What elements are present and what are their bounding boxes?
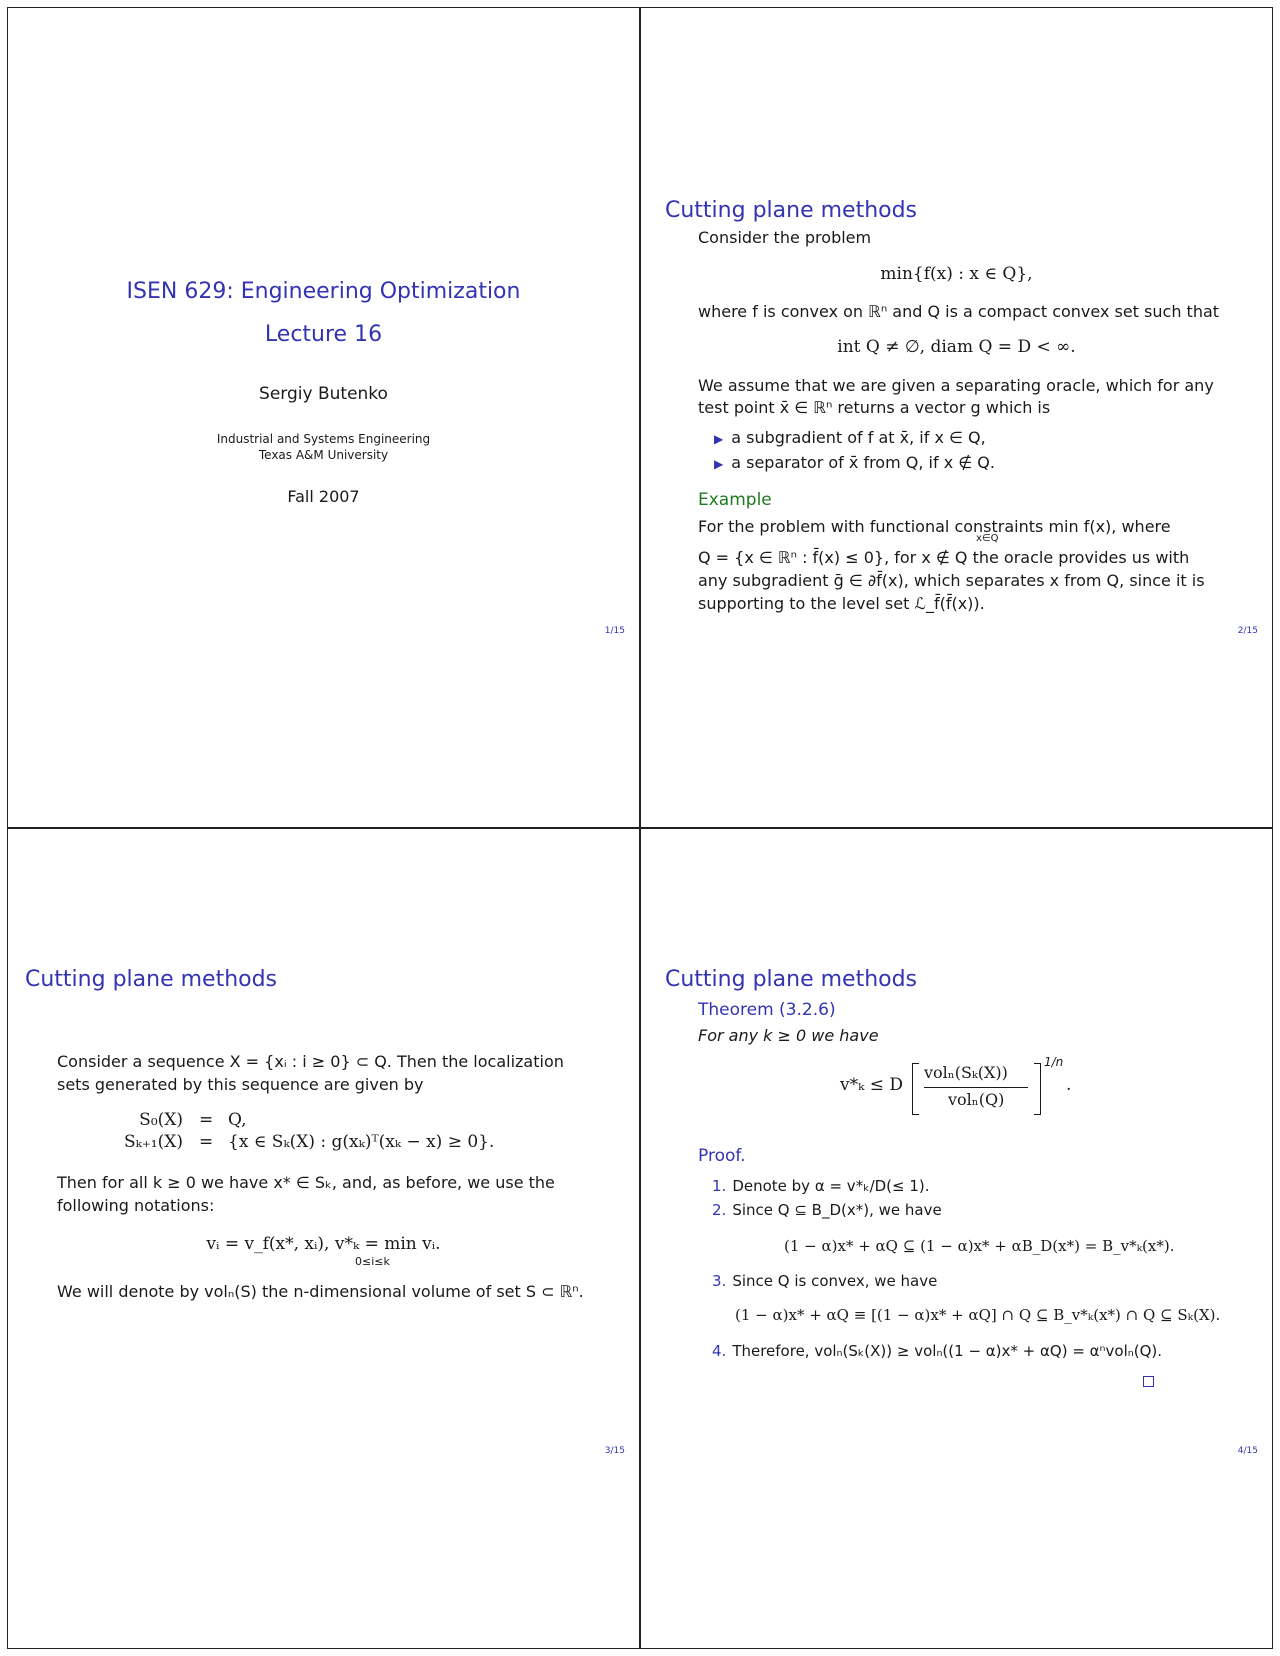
qed-square-icon xyxy=(1143,1376,1154,1387)
example-line: supporting to the level set ℒ_f̄(f̄(x)). xyxy=(698,594,985,613)
sequence-text-line2: sets generated by this sequence are given by xyxy=(57,1075,424,1094)
sequence-text-line1: Consider a sequence X = {xᵢ : i ≥ 0} ⊂ Q. Then the localization xyxy=(57,1052,564,1071)
bullet-item: ▶ a separator of x̄ from Q, if x ∉ Q. xyxy=(714,453,995,472)
step2-equation: (1 − α)x* + αQ ⊆ (1 − α)x* + αB_D(x*) = B_v*ₖ(x*). xyxy=(784,1237,1175,1255)
left-bracket xyxy=(912,1063,919,1115)
author-name: Sergiy Butenko xyxy=(259,384,388,404)
s0-rhs: Q, xyxy=(228,1110,247,1130)
v-equation: vᵢ = v_f(x*, xᵢ), v*ₖ = min vᵢ. xyxy=(206,1234,441,1254)
theorem-formula xyxy=(840,1055,1100,1119)
s0-equals: = xyxy=(199,1110,214,1130)
page-number: 2/15 xyxy=(1237,626,1258,636)
frame-title: Cutting plane methods xyxy=(25,967,278,992)
oracle-text-line1: We assume that we are given a separating oracle, which for any xyxy=(698,376,1214,395)
example-line: Q = {x ∈ ℝⁿ : f̄(x) ≤ 0}, for x ∉ Q the oracle provides us with xyxy=(698,548,1190,567)
theorem-lhs: v*ₖ ≤ D xyxy=(840,1075,903,1095)
problem-equation: min{f(x) : x ∈ Q}, xyxy=(880,264,1033,284)
bullet-triangle-icon: ▶ xyxy=(714,457,724,471)
slide-3 xyxy=(8,829,639,1648)
s1-rhs: {x ∈ Sₖ(X) : g(xₖ)ᵀ(xₖ − x) ≥ 0}. xyxy=(228,1132,495,1152)
example-line: For the problem with functional constraints min f(x), where xyxy=(698,517,1171,536)
lecture-number: Lecture 16 xyxy=(264,322,383,347)
min-subscript: x∈Q xyxy=(976,533,999,544)
affiliation-department: Industrial and Systems Engineering xyxy=(216,432,431,446)
proof-step: 3. Since Q is convex, we have xyxy=(712,1272,938,1290)
page-number: 4/15 xyxy=(1237,1446,1258,1456)
course-title: ISEN 629: Engineering Optimization xyxy=(126,279,521,304)
term: Fall 2007 xyxy=(287,487,360,506)
example-heading: Example xyxy=(698,490,772,510)
theorem-exponent: 1/n xyxy=(1044,1055,1064,1069)
slide-4 xyxy=(641,829,1272,1648)
s0-lhs: S₀(X) xyxy=(139,1110,183,1130)
slide-2 xyxy=(641,8,1272,827)
theorem-heading: Theorem (3.2.6) xyxy=(698,1000,836,1020)
interior-equation: int Q ≠ ∅, diam Q = D < ∞. xyxy=(837,337,1076,357)
theorem-text: For any k ≥ 0 we have xyxy=(698,1026,879,1045)
right-bracket xyxy=(1034,1063,1041,1115)
theorem-numerator: volₙ(Sₖ(X)) xyxy=(924,1063,1008,1082)
s1-lhs: Sₖ₊₁(X) xyxy=(123,1132,183,1152)
affiliation-university: Texas A&M University xyxy=(258,448,389,462)
min-subscript: 0≤i≤k xyxy=(355,1255,390,1268)
proof-heading: Proof. xyxy=(698,1146,746,1166)
convexity-text: where f is convex on ℝⁿ and Q is a compact convex set such that xyxy=(698,302,1220,321)
volume-text: We will denote by volₙ(S) the n-dimensional volume of set S ⊂ ℝⁿ. xyxy=(57,1282,584,1301)
example-line: any subgradient ḡ ∈ ∂f̄(x), which separates x from Q, since it is xyxy=(698,571,1205,590)
page-number: 3/15 xyxy=(604,1446,625,1456)
notation-text-line1: Then for all k ≥ 0 we have x* ∈ Sₖ, and, as before, we use the xyxy=(57,1173,555,1192)
notation-text-line2: following notations: xyxy=(57,1196,215,1215)
slide-1 xyxy=(8,8,639,827)
s1-equals: = xyxy=(199,1132,214,1152)
proof-step: 2. Since Q ⊆ B_D(x*), we have xyxy=(712,1201,942,1219)
bullet-triangle-icon: ▶ xyxy=(714,432,724,446)
frame-title: Cutting plane methods xyxy=(665,967,918,992)
theorem-denominator: volₙ(Q) xyxy=(948,1090,1005,1109)
bullet-item: ▶ a subgradient of f at x̄, if x ∈ Q, xyxy=(714,428,986,447)
intro-text: Consider the problem xyxy=(698,228,872,247)
proof-step: 4. Therefore, volₙ(Sₖ(X)) ≥ volₙ((1 − α)x* + αQ) = αⁿvolₙ(Q). xyxy=(712,1342,1162,1360)
frame-title: Cutting plane methods xyxy=(665,198,918,223)
oracle-text-line2: test point x̄ ∈ ℝⁿ returns a vector g which is xyxy=(698,398,1051,417)
fraction-bar xyxy=(924,1087,1028,1088)
page-number: 1/15 xyxy=(604,626,625,636)
proof-step: 1. Denote by α = v*ₖ/D(≤ 1). xyxy=(712,1177,930,1195)
theorem-period: . xyxy=(1066,1075,1072,1095)
step3-equation: (1 − α)x* + αQ ≡ [(1 − α)x* + αQ] ∩ Q ⊆ B_v*ₖ(x*) ∩ Q ⊆ Sₖ(X). xyxy=(735,1306,1221,1324)
